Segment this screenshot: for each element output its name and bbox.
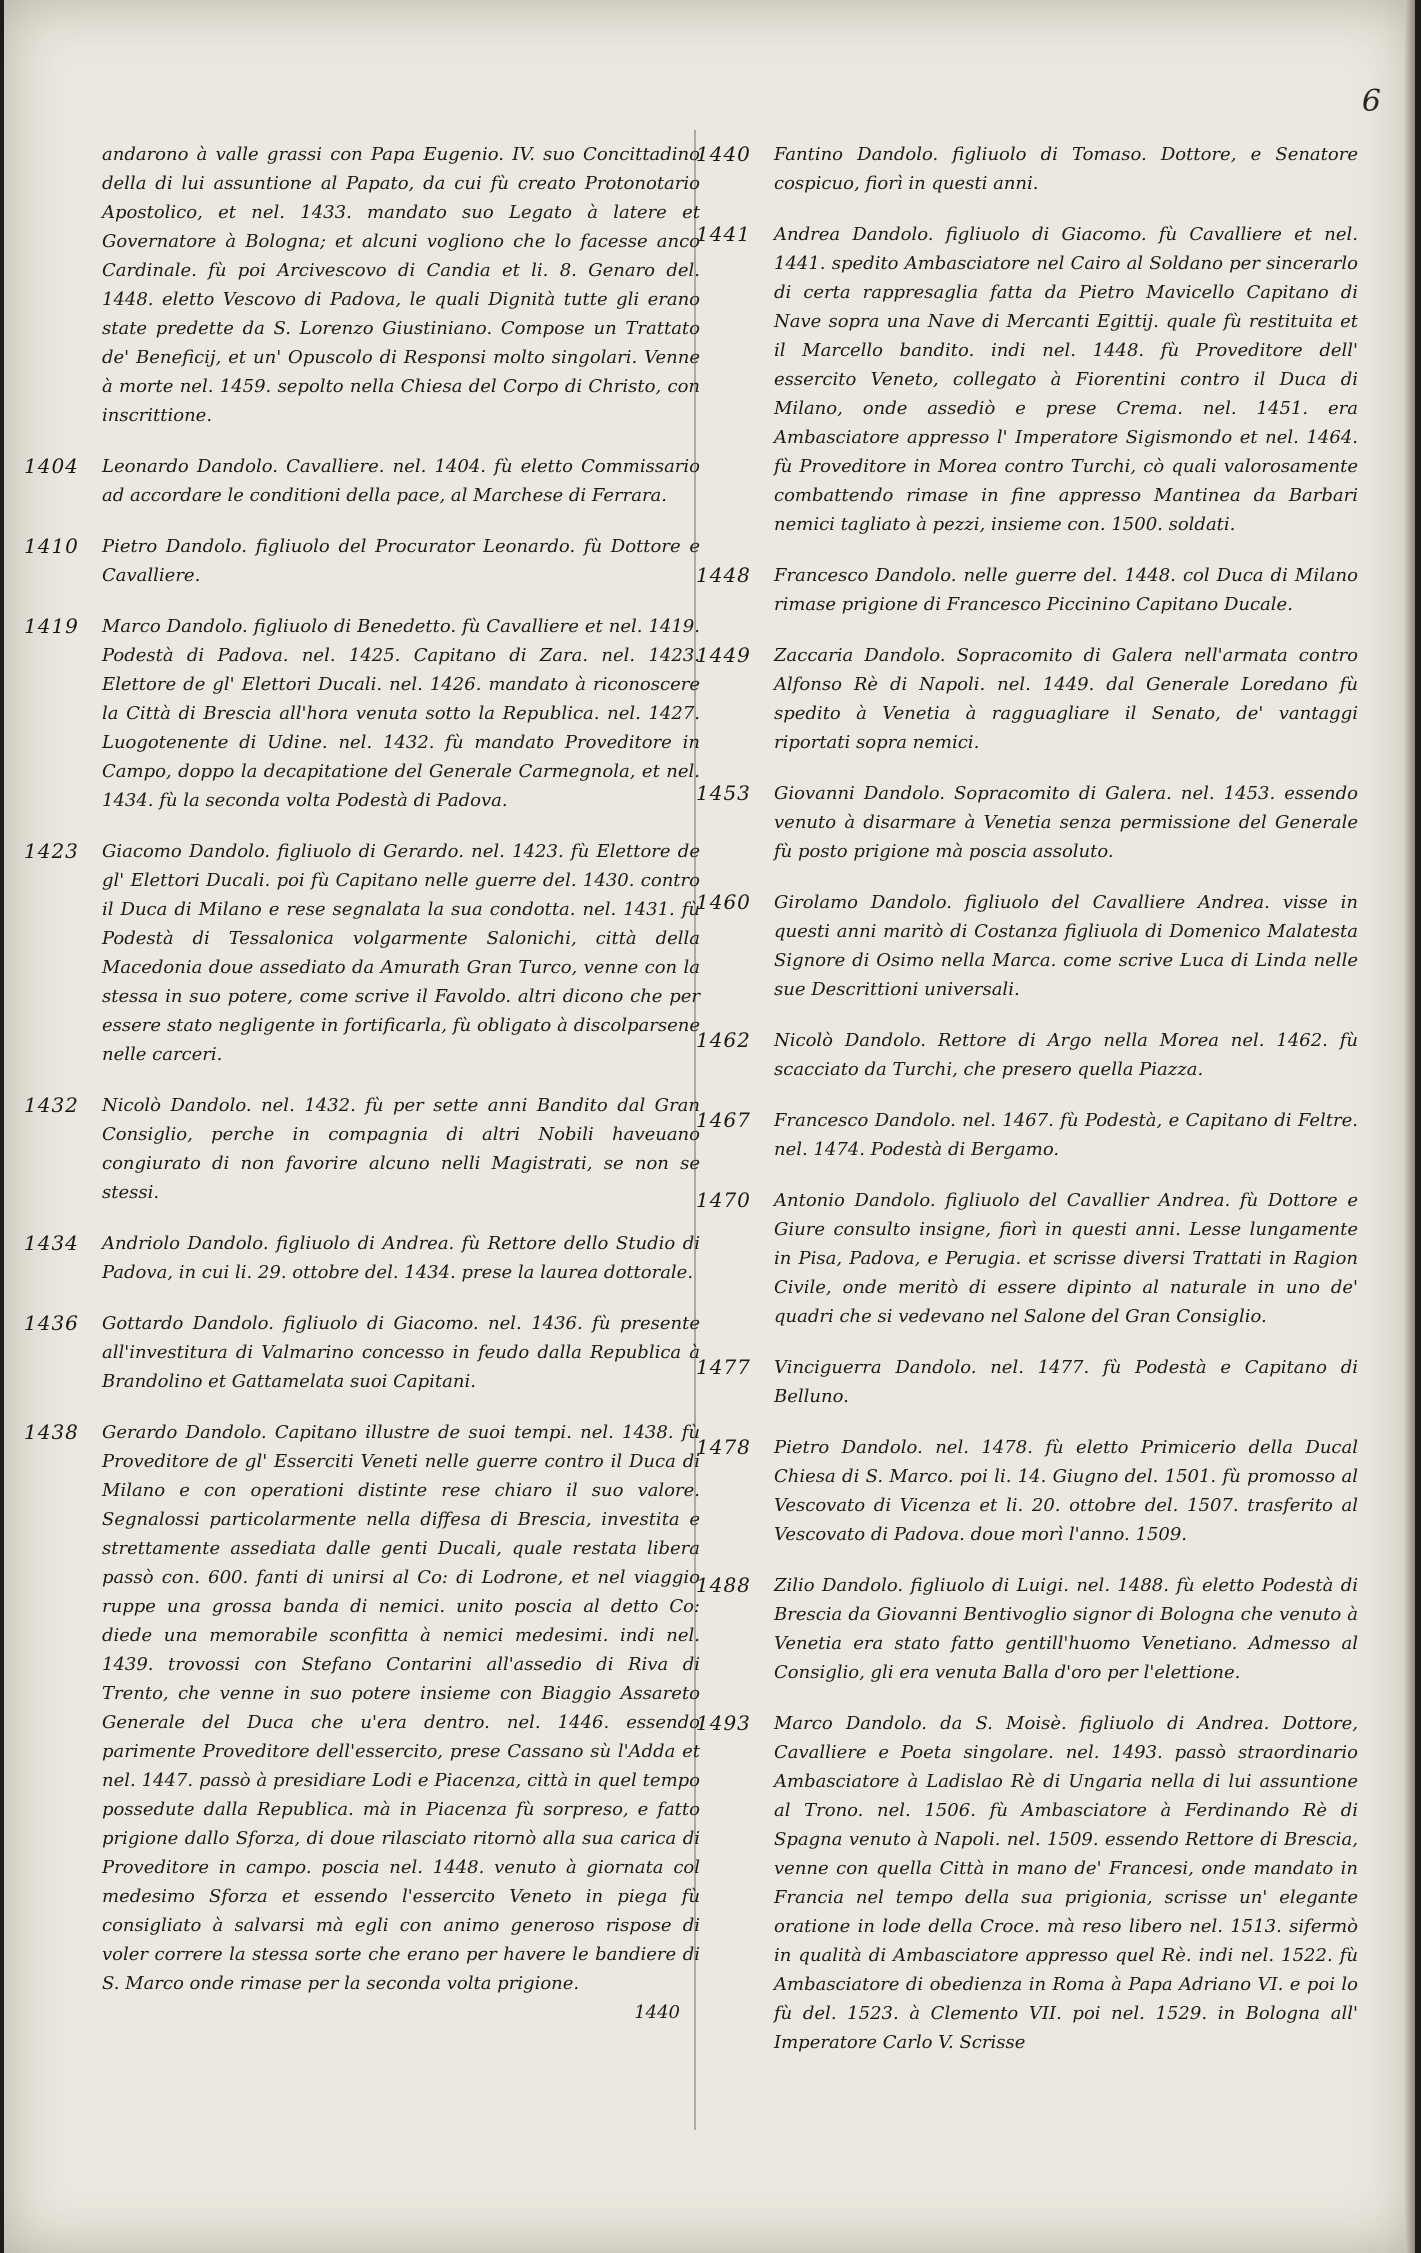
entry-text: Gerardo Dandolo. Capitano illustre de suoi tempi. nel. 1438. fù Proveditore de gl' Esserciti Veneti nelle guerre contro il Duca di Milano e con operationi distinte rese chiaro il suo valore. Segnalossi particolarmente nella diffesa di Brescia, investita e strettamente assediata dalle genti Ducali, quale restata libera passò con. 600. fanti di unirsi al Co: di Lodrone, et nel viaggio ruppe una grossa banda di nemici. unito poscia al detto Co: diede una memorabile sconfitta à nemici medesimi. indi nel. 1439. trovossi con Stefano Contarini all'assedio di Riva di Trento, che venne in suo potere insieme con Biaggio Assareto Generale del Duca che u'era dentro. nel. 1446. essendo parimente Proveditore dell'essercito, prese Cassano sù l'Adda et nel. 1447. passò à presidiare Lodi e Piacenza, città in quel tempo possedute dalla Republica. mà in Piacenza fù sorpreso, e fatto prigione dallo Sforza, di doue rilasciato ritornò alla sua carica di Proveditore in campo. poscia nel. 1448. venuto à giornata col medesimo Sforza et essendo l'essercito Veneto in piega fù consigliato à salvarsi mà egli con animo generoso rispose di voler correre la stessa sorte che erano per havere le bandiere di S. Marco onde rimase per la seconda volta prigione.	[102, 1422, 700, 1994]
entry-text: Nicolò Dandolo. Rettore di Argo nella Morea nel. 1462. fù scacciato da Turchi, che presero quella Piazza.	[774, 1030, 1358, 1080]
entry-text: Pietro Dandolo. figliuolo del Procurator Leonardo. fù Dottore e Cavalliere.	[102, 536, 700, 586]
chronicle-entry	[24, 1091, 700, 1207]
chronicle-entry	[24, 532, 700, 590]
entry-year: 1470	[696, 1188, 751, 1212]
entry-year: 1432	[24, 1093, 79, 1117]
entry-text: Andrea Dandolo. figliuolo di Giacomo. fù Cavalliere et nel. 1441. spedito Ambasciatore nel Cairo al Soldano per sincerarlo di certa rappresaglia fatta da Pietro Mavicello Capitano di Nave sopra una Nave di Mercanti Egittij. quale fù restituita et il Marcello bandito. indi nel. 1448. fù Proveditore dell' essercito Veneto, collegato à Fiorentini contro il Duca di Milano, onde assediò e prese Crema. nel. 1451. era Ambasciatore appresso l' Imperatore Sigismondo et nel. 1464. fù Proveditore in Morea contro Turchi, cò quali valorosamente combattendo rimase in fine appresso Mantinea da Barbari nemici tagliato à pezzi, insieme con. 1500. soldati.	[774, 224, 1358, 535]
entry-text: Francesco Dandolo. nelle guerre del. 1448. col Duca di Milano rimase prigione di Francesco Piccinino Capitano Ducale.	[774, 565, 1358, 615]
entry-year: 1419	[24, 614, 79, 638]
left-entries	[24, 452, 700, 2027]
right-entries	[696, 140, 1358, 2057]
chronicle-entry	[696, 1026, 1358, 1084]
entry-text: Nicolò Dandolo. nel. 1432. fù per sette anni Bandito dal Gran Consiglio, perche in compagnia di altri Nobili haveuano congiurato di non favorire alcuno nelli Magistrati, se non se stessi.	[102, 1095, 700, 1203]
chronicle-entry	[696, 140, 1358, 198]
entry-year: 1436	[24, 1311, 79, 1335]
entry-year: 1460	[696, 890, 751, 914]
page-edge	[1405, 0, 1415, 2253]
chronicle-entry	[696, 1186, 1358, 1331]
chronicle-entry	[696, 641, 1358, 757]
entry-text: Giacomo Dandolo. figliuolo di Gerardo. nel. 1423. fù Elettore de gl' Elettori Ducali. poi fù Capitano nelle guerre del. 1430. contro il Duca di Milano e rese segnalata la sua condotta. nel. 1431. fù Podestà di Tessalonica volgarmente Salonichi, città della Macedonia doue assediato da Amurath Gran Turco, venne con la stessa in suo potere, come scrive il Favoldo. altri dicono che per essere stato negligente in fortificarla, fù obligato à discolparsene nelle carceri.	[102, 841, 700, 1065]
catchword-year: 1440	[634, 2002, 680, 2023]
chronicle-entry	[696, 1106, 1358, 1164]
entry-year: 1453	[696, 781, 751, 805]
entry-text: Fantino Dandolo. figliuolo di Tomaso. Dottore, e Senatore cospicuo, fiorì in questi anni.	[774, 144, 1358, 194]
chronicle-entry	[696, 220, 1358, 539]
entry-text: Marco Dandolo. da S. Moisè. figliuolo di Andrea. Dottore, Cavalliere e Poeta singolare. nel. 1493. passò straordinario Ambasciatore à Ladislao Rè di Ungaria nella di lui assuntione al Trono. nel. 1506. fù Ambasciatore à Ferdinando Rè di Spagna venuto à Napoli. nel. 1509. essendo Rettore di Brescia, venne con quella Città in mano de' Francesi, onde mandato in Francia nel tempo della sua prigionia, scrisse un' elegante oratione in lode della Croce. mà reso libero nel. 1513. sifermò in qualità di Ambasciatore appresso quel Rè. indi nel. 1522. fù Ambasciatore di obedienza in Roma à Papa Adriano VI. e poi lo fù del. 1523. à Clemento VII. poi nel. 1529. in Bologna all' Imperatore Carlo V. Scrisse	[774, 1713, 1358, 2053]
chronicle-entry	[24, 612, 700, 815]
entry-year: 1410	[24, 534, 79, 558]
chronicle-entry	[696, 1433, 1358, 1549]
entry-year: 1478	[696, 1435, 751, 1459]
entry-year: 1467	[696, 1108, 751, 1132]
entry-text: Zaccaria Dandolo. Sopracomito di Galera nell'armata contro Alfonso Rè di Napoli. nel. 1449. dal Generale Loredano fù spedito à Venetia à ragguagliare il Senato, de' vantaggi riportati sopra nemici.	[774, 645, 1358, 753]
entry-year: 1440	[696, 142, 751, 166]
entry-year: 1434	[24, 1231, 79, 1255]
entry-text: Andriolo Dandolo. figliuolo di Andrea. fù Rettore dello Studio di Padova, in cui li. 29. ottobre del. 1434. prese la laurea dottorale.	[102, 1233, 700, 1283]
chronicle-entry	[696, 1709, 1358, 2057]
entry-text: Leonardo Dandolo. Cavalliere. nel. 1404. fù eletto Commissario ad accordare le conditioni della pace, al Marchese di Ferrara.	[102, 456, 700, 506]
entry-year: 1493	[696, 1711, 751, 1735]
continued-entry-text: andarono à valle grassi con Papa Eugenio. IV. suo Concittadino della di lui assuntione al Papato, da cui fù creato Protonotario Apostolico, et nel. 1433. mandato suo Legato à latere et Governatore à Bologna; et alcuni vogliono che lo facesse anco Cardinale. fù poi Arcivescovo di Candia et li. 8. Genaro del. 1448. eletto Vescovo di Padova, le quali Dignità tutte gli erano state predette da S. Lorenzo Giustiniano. Compose un Trattato de' Beneficij, et un' Opuscolo di Responsi molto singolari. Venne à morte nel. 1459. sepolto nella Chiesa del Corpo di Christo, con inscrittione.	[102, 144, 700, 426]
entry-text: Gottardo Dandolo. figliuolo di Giacomo. nel. 1436. fù presente all'investitura di Valmarino concesso in feudo dalla Republica à Brandolino et Gattamelata suoi Capitani.	[102, 1313, 700, 1392]
chronicle-entry	[24, 1309, 700, 1396]
right-column	[696, 140, 1358, 2079]
entry-year: 1423	[24, 839, 79, 863]
entry-year: 1477	[696, 1355, 751, 1379]
entry-text: Marco Dandolo. figliuolo di Benedetto. fù Cavalliere et nel. 1419. Podestà di Padova. nel. 1425. Capitano di Zara. nel. 1423. Elettore de gl' Elettori Ducali. nel. 1426. mandato à riconoscere la Città di Brescia all'hora venuta sotto la Republica. nel. 1427. Luogotenente di Udine. nel. 1432. fù mandato Proveditore in Campo, doppo la decapitatione del Generale Carmegnola, et nel. 1434. fù la seconda volta Podestà di Padova.	[102, 616, 700, 811]
chronicle-entry	[696, 888, 1358, 1004]
left-column	[24, 140, 700, 2049]
chronicle-entry	[24, 1418, 700, 2027]
entry-text: Francesco Dandolo. nel. 1467. fù Podestà, e Capitano di Feltre. nel. 1474. Podestà di Bergamo.	[774, 1110, 1358, 1160]
chronicle-entry	[696, 779, 1358, 866]
entry-year: 1448	[696, 563, 751, 587]
entry-text: Zilio Dandolo. figliuolo di Luigi. nel. 1488. fù eletto Podestà di Brescia da Giovanni Bentivoglio signor di Bologna che venuto à Venetia era stato fatto gentill'huomo Venetiano. Admesso al Consiglio, gli era venuta Balla d'oro per l'elettione.	[774, 1575, 1358, 1683]
chronicle-entry	[24, 1229, 700, 1287]
chronicle-entry	[696, 561, 1358, 619]
entry-year: 1404	[24, 454, 79, 478]
entry-year: 1462	[696, 1028, 751, 1052]
entry-year: 1441	[696, 222, 751, 246]
chronicle-entry	[24, 837, 700, 1069]
entry-text: Giovanni Dandolo. Sopracomito di Galera. nel. 1453. essendo venuto à disarmare à Venetia senza permissione del Generale fù posto prigione mà poscia assoluto.	[774, 783, 1358, 862]
page-number: 6	[1361, 84, 1381, 119]
entry-year: 1438	[24, 1420, 79, 1444]
entry-year: 1449	[696, 643, 751, 667]
chronicle-entry	[696, 1353, 1358, 1411]
manuscript-page	[4, 0, 1415, 2253]
entry-year: 1488	[696, 1573, 751, 1597]
entry-text: Girolamo Dandolo. figliuolo del Cavalliere Andrea. visse in questi anni maritò di Costanza figliuola di Domenico Malatesta Signore di Osimo nella Marca. come scrive Luca di Linda nelle sue Descrittioni universali.	[774, 892, 1358, 1000]
entry-text: Vinciguerra Dandolo. nel. 1477. fù Podestà e Capitano di Belluno.	[774, 1357, 1358, 1407]
chronicle-entry	[24, 452, 700, 510]
entry-text: Antonio Dandolo. figliuolo del Cavallier Andrea. fù Dottore e Giure consulto insigne, fiorì in questi anni. Lesse lungamente in Pisa, Padova, e Perugia. et scrisse diversi Trattati in Ragion Civile, onde meritò di essere dipinto al naturale in uno de' quadri che si vedevano nel Salone del Gran Consiglio.	[774, 1190, 1358, 1327]
chronicle-entry	[696, 1571, 1358, 1687]
entry-text: Pietro Dandolo. nel. 1478. fù eletto Primicerio della Ducal Chiesa di S. Marco. poi li. 14. Giugno del. 1501. fù promosso al Vescovato di Vicenza et li. 20. ottobre del. 1507. trasferito al Vescovato di Padova. doue morì l'anno. 1509.	[774, 1437, 1358, 1545]
